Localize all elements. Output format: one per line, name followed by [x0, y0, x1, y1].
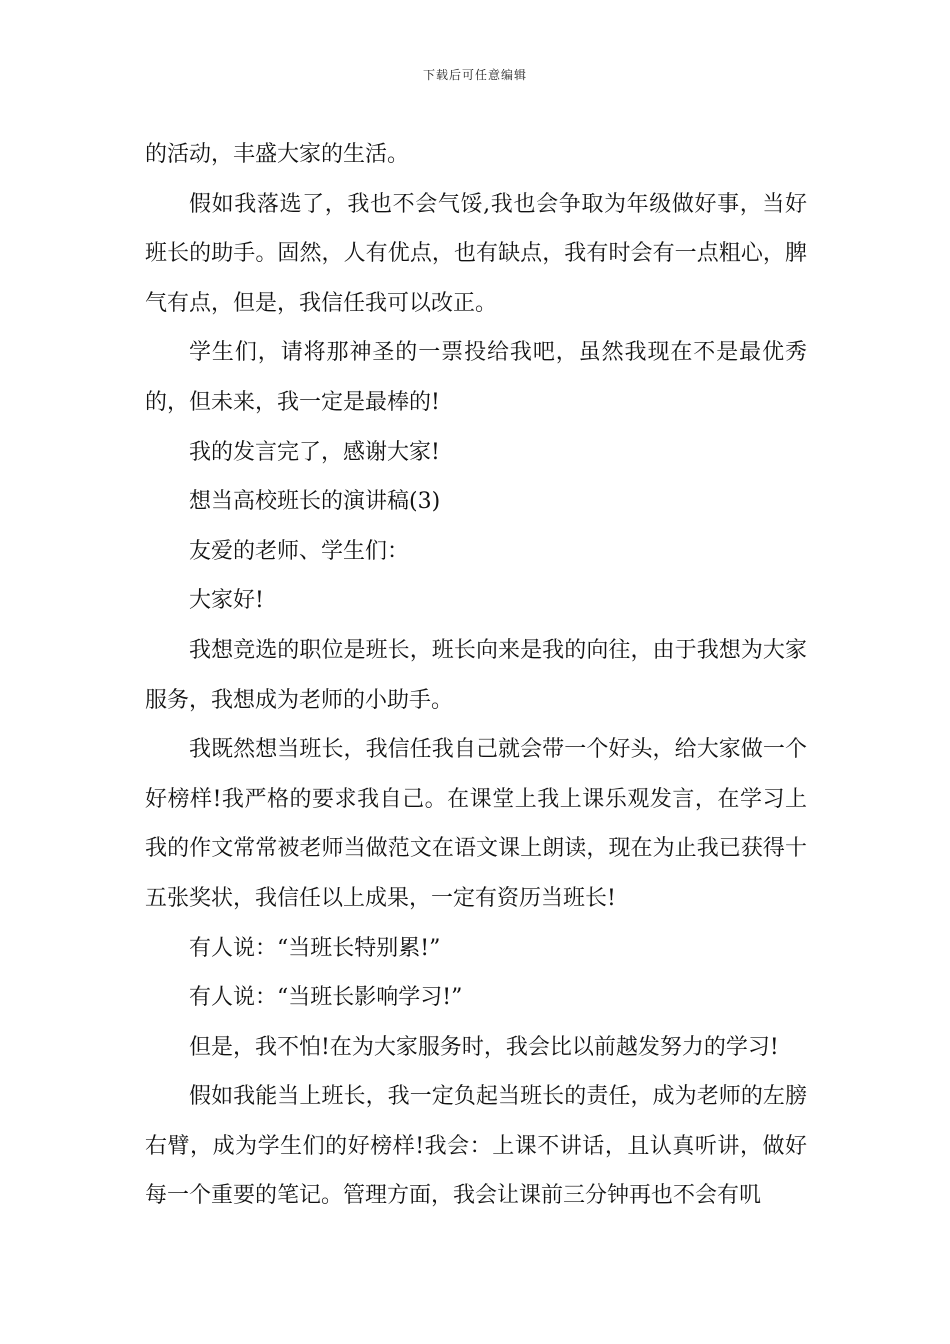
page-header: 下载后可任意编辑: [422, 68, 527, 82]
paragraph: 我既然想当班长，我信任我自己就会带一个好头，给大家做一个好榜样!我严格的要求我自己。在课堂上我上课乐观发言，在学习上我的作文常常被老师当做范文在语文课上朗读，现在为止我已获得十五张奖状，我信任以上成果，一定有资历当班长!: [145, 737, 807, 911]
paragraph: 假如我能当上班长，我一定负起当班长的责任，成为老师的左膀右臂，成为学生们的好榜样!我会：上课不讲话，且认真听讲，做好每一个重要的笔记。管理方面，我会让课前三分钟再也不会有叽: [145, 1084, 807, 1209]
paragraph: 但是，我不怕!在为大家服务时，我会比以前越发努力的学习!: [189, 1034, 779, 1060]
paragraph: 的活动，丰盛大家的生活。: [145, 142, 410, 167]
paragraph: 友爱的老师、学生们：: [189, 538, 410, 564]
paragraph: 大家好!: [189, 588, 264, 614]
paragraph: 我想竞选的职位是班长，班长向来是我的向往，由于我想为大家服务，我想成为老师的小助手。: [145, 637, 807, 713]
paragraph: 我的发言完了，感谢大家!: [189, 439, 440, 465]
paragraph: 学生们，请将那神圣的一票投给我吧，虽然我现在不是最优秀的，但未来，我一定是最棒的!: [145, 340, 807, 415]
paragraph: 想当高校班长的演讲稿(3): [189, 489, 441, 515]
paragraph: 假如我落选了，我也不会气馁,我也会争取为年级做好事，当好班长的助手。固然，人有优点，也有缺点，我有时会有一点粗心，脾气有点，但是，我信任我可以改正。: [145, 191, 807, 316]
document-body: [145, 130, 807, 1221]
paragraph: 有人说：“当班长影响学习!”: [189, 985, 463, 1011]
paragraph: 有人说：“当班长特别累!”: [189, 935, 441, 961]
